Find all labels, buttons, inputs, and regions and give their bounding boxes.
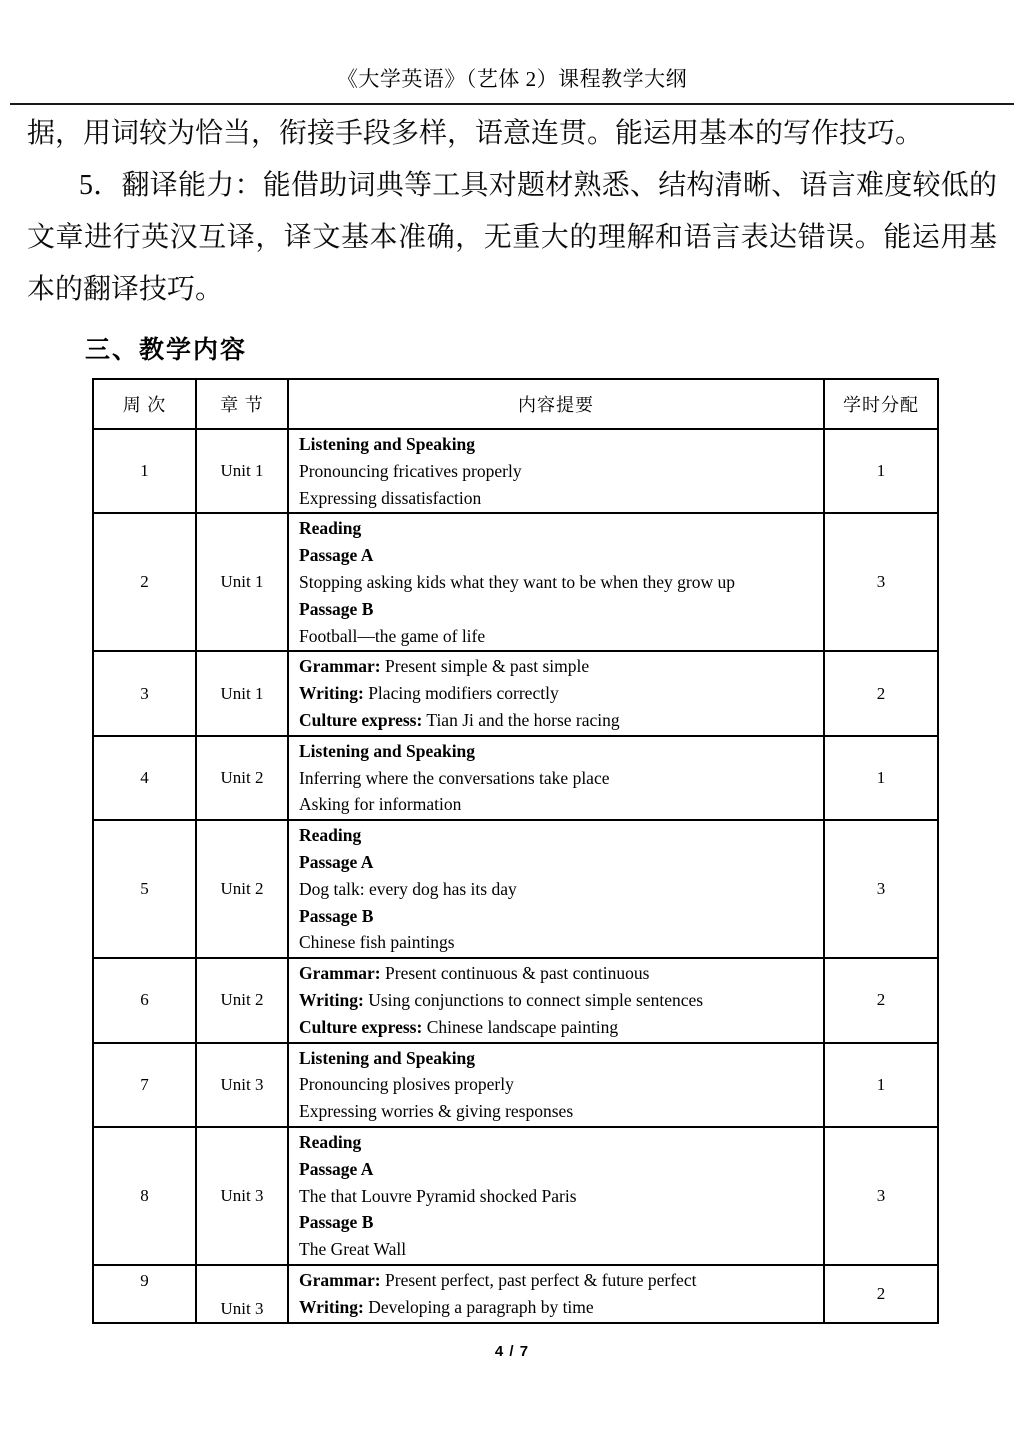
content-line: Writing: Placing modifiers correctly <box>299 683 559 704</box>
content-cell <box>288 1043 824 1127</box>
content-line: Inferring where the conversations take place <box>299 767 610 788</box>
table-row <box>93 651 938 735</box>
hours-cell: 1 <box>824 1043 938 1127</box>
content-line: Writing: Using conjunctions to connect simple sentences <box>299 989 704 1010</box>
content-line: Passage A <box>299 1158 374 1179</box>
week-cell: 5 <box>93 820 196 958</box>
unit-cell: Unit 3 <box>196 1043 288 1127</box>
page-number: 4 / 7 <box>494 1342 530 1360</box>
content-cell <box>288 651 824 735</box>
content-line: Football—the game of life <box>299 625 486 646</box>
document-title: 《大学英语》（艺体 2）课程教学大纲 <box>336 67 688 91</box>
content-line: Reading <box>299 1131 362 1152</box>
week-cell: 7 <box>93 1043 196 1127</box>
content-line: Grammar: Present continuous & past continuous <box>299 963 650 984</box>
week-cell: 2 <box>93 513 196 651</box>
column-header-content: 内容提要 <box>288 379 824 429</box>
unit-cell: Unit 3 <box>196 1127 288 1265</box>
column-header-week: 周 次 <box>93 379 196 429</box>
content-line: Chinese fish paintings <box>299 932 455 953</box>
hours-cell: 3 <box>824 513 938 651</box>
unit-cell: Unit 1 <box>196 513 288 651</box>
content-line: Grammar: Present simple & past simple <box>299 656 590 677</box>
content-line: The Great Wall <box>299 1239 407 1260</box>
paragraph-translation-ability: 5．翻译能力：能借助词典等工具对题材熟悉、结构清晰、语言难度较低的文章进行英汉互译，译文基本准确，无重大的理解和语言表达错误。能运用基本的翻译技巧。 <box>27 170 997 305</box>
content-cell <box>288 429 824 513</box>
table-row <box>93 736 938 820</box>
content-line: Pronouncing fricatives properly <box>299 460 522 481</box>
content-cell <box>288 1127 824 1265</box>
section-heading-teaching-content: 三、教学内容 <box>85 336 248 364</box>
week-cell: 4 <box>93 736 196 820</box>
content-line: Listening and Speaking <box>299 740 476 761</box>
content-line: Expressing dissatisfaction <box>299 487 482 508</box>
header-divider <box>10 103 1014 105</box>
table-body <box>93 429 938 1323</box>
table-row <box>93 820 938 958</box>
page-footer <box>27 1343 997 1360</box>
content-cell <box>288 1265 824 1323</box>
content-line: Listening and Speaking <box>299 434 476 454</box>
week-cell: 6 <box>93 958 196 1042</box>
table-row <box>93 1043 938 1127</box>
hours-cell: 2 <box>824 651 938 735</box>
content-line: Writing: Developing a paragraph by time <box>299 1296 594 1317</box>
content-line: Listening and Speaking <box>299 1047 476 1068</box>
week-cell: 3 <box>93 651 196 735</box>
hours-cell: 3 <box>824 1127 938 1265</box>
content-line: Dog talk: every dog has its day <box>299 878 517 899</box>
table-header-row <box>93 379 938 429</box>
content-cell <box>288 820 824 958</box>
table-row <box>93 429 938 513</box>
unit-cell: Unit 3 <box>196 1265 288 1323</box>
content-line: Asking for information <box>299 794 462 815</box>
content-cell <box>288 513 824 651</box>
column-header-hours: 学时分配 <box>824 379 938 429</box>
unit-cell: Unit 1 <box>196 429 288 513</box>
content-cell <box>288 736 824 820</box>
hours-cell: 3 <box>824 820 938 958</box>
content-line: Passage B <box>299 598 374 619</box>
hours-cell: 2 <box>824 1265 938 1323</box>
week-cell: 1 <box>93 429 196 513</box>
hours-cell: 2 <box>824 958 938 1042</box>
content-line: Expressing worries & giving responses <box>299 1101 574 1122</box>
table-row <box>93 958 938 1042</box>
hours-cell: 1 <box>824 429 938 513</box>
unit-cell: Unit 2 <box>196 958 288 1042</box>
content-line: The that Louvre Pyramid shocked Paris <box>299 1185 577 1206</box>
content-line: Culture express: Tian Ji and the horse racing <box>299 709 620 730</box>
content-line: Reading <box>299 518 362 539</box>
unit-cell: Unit 2 <box>196 736 288 820</box>
content-line: Reading <box>299 825 362 846</box>
document-body <box>27 108 997 1324</box>
table-row <box>93 1265 938 1323</box>
unit-cell: Unit 2 <box>196 820 288 958</box>
table-row <box>93 1127 938 1265</box>
teaching-content-table <box>92 378 939 1324</box>
content-line: Passage B <box>299 1212 374 1233</box>
column-header-chapter: 章 节 <box>196 379 288 429</box>
page-header <box>27 66 997 105</box>
content-line: Grammar: Present perfect, past perfect & future perfect <box>299 1269 697 1290</box>
content-line: Pronouncing plosives properly <box>299 1074 514 1095</box>
content-line: Passage A <box>299 545 374 566</box>
week-cell: 9 <box>93 1265 196 1323</box>
paragraph-writing-continuation: 据，用词较为恰当，衔接手段多样，语意连贯。能运用基本的写作技巧。 <box>27 118 924 149</box>
table-row <box>93 513 938 651</box>
content-line: Stopping asking kids what they want to be when they grow up <box>299 571 735 592</box>
content-line: Passage B <box>299 905 374 926</box>
week-cell: 8 <box>93 1127 196 1265</box>
content-line: Culture express: Chinese landscape painting <box>299 1016 619 1037</box>
content-line: Passage A <box>299 851 374 872</box>
unit-cell: Unit 1 <box>196 651 288 735</box>
hours-cell: 1 <box>824 736 938 820</box>
content-cell <box>288 958 824 1042</box>
